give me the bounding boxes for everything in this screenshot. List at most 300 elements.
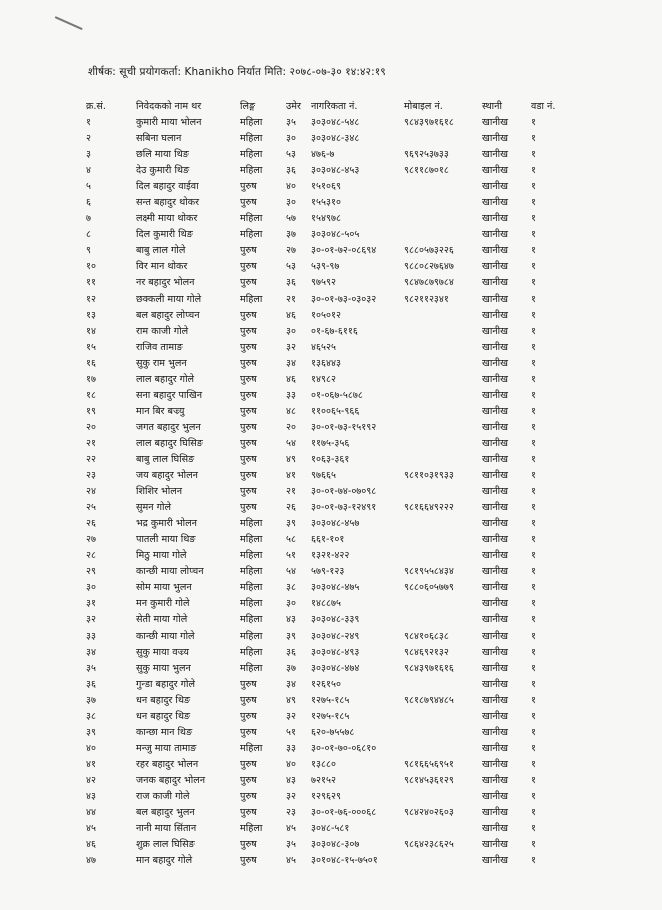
cell-name: सना बहादुर पाखिन <box>136 389 203 401</box>
cell-mobile <box>404 612 482 628</box>
pen-mark <box>55 16 83 30</box>
table-row <box>86 837 556 853</box>
table-row <box>86 853 556 869</box>
cell-name: बाबु लाल गोले <box>136 245 186 257</box>
cell-serial: २७ <box>86 534 96 546</box>
table-row <box>86 805 556 821</box>
cell-gender: पुरुष <box>240 341 257 353</box>
cell-local-level: खानीख <box>482 341 508 353</box>
cell-gender: पुरुष <box>240 486 257 498</box>
cell-serial: ३९ <box>86 726 96 738</box>
cell-gender: महिला <box>240 823 263 835</box>
cell-age: ५४ <box>286 566 296 578</box>
table-row <box>86 324 556 340</box>
cell-gender: पुरुष <box>240 389 257 401</box>
cell-ward: १ <box>531 774 536 786</box>
cell-name: सोम माया भुलन <box>136 582 192 594</box>
cell-citizenship: ३०-०१-७०-०६८१० <box>311 742 377 754</box>
table-header-row <box>86 98 556 115</box>
cell-serial: ६ <box>86 197 91 209</box>
cell-citizenship: ३०३०४८-३३९ <box>311 614 360 626</box>
cell-name: पातली माया थिङ <box>136 534 196 546</box>
cell-gender: पुरुष <box>240 421 257 433</box>
cell-mobile <box>404 452 482 468</box>
cell-age: ३० <box>286 598 296 610</box>
cell-mobile <box>404 404 482 420</box>
cell-gender: पुरुष <box>240 181 257 193</box>
table-row <box>86 789 556 805</box>
cell-ward: १ <box>531 710 536 722</box>
cell-gender: पुरुष <box>240 807 257 819</box>
cell-local-level: खानीख <box>482 839 508 851</box>
cell-ward: १ <box>531 758 536 770</box>
cell-local-level: खानीख <box>482 790 508 802</box>
cell-serial: २८ <box>86 550 96 562</box>
cell-citizenship: ११००६५-९६६ <box>311 405 360 417</box>
cell-name: नर बहादुर भोलन <box>136 277 195 289</box>
table-row <box>86 163 556 179</box>
table-row <box>86 612 556 628</box>
cell-gender: महिला <box>240 582 263 594</box>
table-row <box>86 308 556 324</box>
cell-ward: १ <box>531 309 536 321</box>
cell-age: ४३ <box>286 614 296 626</box>
cell-mobile <box>404 548 482 564</box>
cell-ward: १ <box>531 742 536 754</box>
cell-serial: ४७ <box>86 855 96 867</box>
cell-ward: १ <box>531 229 536 241</box>
cell-gender: महिला <box>240 133 263 145</box>
table-row <box>86 709 556 725</box>
cell-mobile <box>404 420 482 436</box>
cell-mobile <box>404 179 482 195</box>
cell-mobile: ९८११०३१९३३ <box>404 470 454 482</box>
cell-ward: १ <box>531 566 536 578</box>
cell-mobile: ९८४६९२१३२ <box>404 646 449 658</box>
cell-gender: पुरुष <box>240 710 257 722</box>
cell-citizenship: ५३९-९७ <box>311 261 340 273</box>
cell-citizenship: ३०१०४८-१५-७५०१ <box>311 855 378 867</box>
table-row <box>86 211 556 227</box>
table-row <box>86 757 556 773</box>
cell-local-level: खानीख <box>482 582 508 594</box>
cell-age: ५३ <box>286 261 296 273</box>
cell-citizenship: ३०४८-५८१ <box>311 823 350 835</box>
cell-name: राजिव तामाङ <box>136 341 183 353</box>
cell-age: ४३ <box>286 774 296 786</box>
cell-ward: १ <box>531 470 536 482</box>
cell-citizenship: १०६३-३६१ <box>311 453 350 465</box>
cell-serial: ३३ <box>86 630 96 642</box>
cell-age: ५३ <box>286 149 296 161</box>
cell-mobile: ९८६४२३८६२५ <box>404 839 454 851</box>
cell-local-level: खानीख <box>482 518 508 530</box>
cell-name: सुकु माया वज्र्य <box>136 646 189 658</box>
col-header-gender: लिङ्ग <box>240 101 256 112</box>
table-row <box>86 436 556 452</box>
cell-citizenship: १४९८२ <box>311 373 336 385</box>
cell-name: जनक बहादुर भोलन <box>136 774 206 786</box>
cell-citizenship: ३०-०१-७२-०८६९४ <box>311 245 377 257</box>
cell-age: ३२ <box>286 710 296 722</box>
cell-ward: १ <box>531 839 536 851</box>
cell-mobile <box>404 853 482 869</box>
table-row <box>86 115 556 131</box>
table-row <box>86 243 556 259</box>
cell-serial: १८ <box>86 389 96 401</box>
cell-local-level: खानीख <box>482 277 508 289</box>
cell-gender: पुरुष <box>240 373 257 385</box>
cell-ward: १ <box>531 807 536 819</box>
cell-mobile <box>404 340 482 356</box>
cell-local-level: खानीख <box>482 662 508 674</box>
cell-gender: पुरुष <box>240 502 257 514</box>
cell-mobile <box>404 195 482 211</box>
cell-ward: १ <box>531 694 536 706</box>
cell-serial: २९ <box>86 566 96 578</box>
cell-name: राम काजी गोले <box>136 325 189 337</box>
cell-serial: ४० <box>86 742 96 754</box>
cell-age: ४५ <box>286 855 296 867</box>
cell-serial: १४ <box>86 325 96 337</box>
cell-name: लाल बहादुर गोले <box>136 373 195 385</box>
cell-age: ४१ <box>286 470 296 482</box>
cell-mobile: ९८८०५७३२२६ <box>404 245 454 257</box>
cell-gender: महिला <box>240 742 263 754</box>
cell-ward: १ <box>531 550 536 562</box>
table-row <box>86 372 556 388</box>
cell-name: कान्छा मान थिङ <box>136 726 193 738</box>
cell-local-level: खानीख <box>482 774 508 786</box>
cell-mobile <box>404 709 482 725</box>
cell-ward: १ <box>531 678 536 690</box>
cell-serial: २६ <box>86 518 96 530</box>
cell-serial: ४६ <box>86 839 96 851</box>
cell-gender: पुरुष <box>240 694 257 706</box>
table-row <box>86 629 556 645</box>
cell-citizenship: ३०३०४८-४७५ <box>311 582 360 594</box>
table-row <box>86 420 556 436</box>
cell-ward: १ <box>531 453 536 465</box>
cell-age: ३९ <box>286 518 296 530</box>
cell-mobile: ९६९२५३७३३ <box>404 149 449 161</box>
cell-local-level: खानीख <box>482 470 508 482</box>
cell-citizenship: १५१०६९ <box>311 181 341 193</box>
cell-local-level: खानीख <box>482 389 508 401</box>
cell-citizenship: ३०-०१-७३-१५१९२ <box>311 421 377 433</box>
cell-age: ४० <box>286 181 296 193</box>
cell-serial: १ <box>86 117 91 128</box>
cell-ward: १ <box>531 662 536 674</box>
cell-age: ३३ <box>286 389 296 401</box>
cell-mobile: ९८४३९७१६१६ <box>404 662 454 674</box>
cell-gender: पुरुष <box>240 726 257 738</box>
cell-gender: महिला <box>240 614 263 626</box>
cell-age: ३० <box>286 197 296 209</box>
cell-serial: २४ <box>86 486 96 498</box>
cell-ward: १ <box>531 341 536 353</box>
cell-local-level: खानीख <box>482 726 508 738</box>
cell-local-level: खानीख <box>482 325 508 337</box>
table-row <box>86 532 556 548</box>
cell-local-level: खानीख <box>482 823 508 835</box>
cell-serial: ४३ <box>86 790 96 802</box>
cell-name: दिल कुमारी थिङ <box>136 229 193 241</box>
cell-citizenship: ३०३०४८-५४८ <box>311 117 360 128</box>
cell-serial: ८ <box>86 229 91 241</box>
cell-citizenship: ६६१-१०१ <box>311 534 345 546</box>
cell-name: विर मान थोकर <box>136 261 188 273</box>
applicant-table <box>86 98 556 869</box>
cell-ward: १ <box>531 534 536 546</box>
cell-name: लाल बहादुर घिसिङ <box>136 437 203 449</box>
cell-ward: १ <box>531 197 536 209</box>
cell-local-level: खानीख <box>482 357 508 369</box>
cell-mobile <box>404 436 482 452</box>
cell-local-level: खानीख <box>482 614 508 626</box>
cell-ward: १ <box>531 405 536 417</box>
cell-mobile: ९८४७८७९७८४ <box>404 277 454 289</box>
cell-mobile: ९८४३९७१६१८ <box>404 117 454 128</box>
cell-age: ३८ <box>286 582 296 594</box>
cell-mobile <box>404 596 482 612</box>
cell-serial: ४ <box>86 165 91 177</box>
cell-serial: ३८ <box>86 710 96 722</box>
cell-mobile <box>404 131 482 147</box>
cell-serial: ११ <box>86 277 96 289</box>
cell-mobile <box>404 677 482 693</box>
cell-ward: १ <box>531 117 536 128</box>
cell-citizenship: १५५३१० <box>311 197 341 209</box>
cell-citizenship: ३०-०१-७४-०७०९८ <box>311 486 377 498</box>
col-header-age: उमेर <box>286 101 301 112</box>
table-row <box>86 340 556 356</box>
cell-name: कुमारी माया भोलन <box>136 117 202 128</box>
cell-age: ३६ <box>286 165 296 177</box>
cell-name: सुमन गोले <box>136 502 171 514</box>
cell-ward: १ <box>531 614 536 626</box>
cell-local-level: खानीख <box>482 229 508 241</box>
cell-local-level: खानीख <box>482 437 508 449</box>
cell-ward: १ <box>531 598 536 610</box>
table-row <box>86 131 556 147</box>
cell-local-level: खानीख <box>482 405 508 417</box>
cell-local-level: खानीख <box>482 453 508 465</box>
table-row <box>86 468 556 484</box>
cell-ward: १ <box>531 518 536 530</box>
cell-local-level: खानीख <box>482 373 508 385</box>
cell-local-level: खानीख <box>482 309 508 321</box>
cell-gender: महिला <box>240 566 263 578</box>
cell-name: नानी माया सिंतान <box>136 823 197 835</box>
cell-age: ५८ <box>286 534 296 546</box>
document-title: शीर्षक: सूची प्रयोगकर्ता: Khanikho निर्यात मिति: २०७८-०७-३० १४:४२:१९ <box>88 66 386 78</box>
cell-citizenship: ९७६६५ <box>311 470 336 482</box>
table-row <box>86 147 556 163</box>
table-body <box>86 115 556 869</box>
table-row <box>86 227 556 243</box>
cell-ward: १ <box>531 486 536 498</box>
cell-local-level: खानीख <box>482 245 508 257</box>
table-row <box>86 564 556 580</box>
cell-name: धन बहादुर थिङ <box>136 710 191 722</box>
cell-age: ३७ <box>286 662 296 674</box>
cell-name: बाबु लाल घिसिङ <box>136 453 195 465</box>
cell-local-level: खानीख <box>482 630 508 642</box>
cell-local-level: खानीख <box>482 598 508 610</box>
cell-mobile: ९८१६६५६९५१ <box>404 758 454 770</box>
cell-mobile <box>404 725 482 741</box>
cell-local-level: खानीख <box>482 855 508 867</box>
cell-local-level: खानीख <box>482 197 508 209</box>
cell-mobile: ९८४१०६८३८ <box>404 630 449 642</box>
cell-ward: १ <box>531 373 536 385</box>
cell-name: जगत बहादुर भुलन <box>136 421 201 433</box>
col-header-serial: क्र.सं. <box>86 101 106 112</box>
table-row <box>86 500 556 516</box>
cell-age: २१ <box>286 486 296 498</box>
cell-mobile <box>404 741 482 757</box>
cell-gender: पुरुष <box>240 774 257 786</box>
cell-mobile: ९८२११२३४१ <box>404 293 449 305</box>
cell-local-level: खानीख <box>482 694 508 706</box>
cell-citizenship: ४७६-७ <box>311 149 335 161</box>
cell-mobile: ९८८०८२७६४७ <box>404 261 454 273</box>
cell-age: ४६ <box>286 309 296 321</box>
cell-gender: महिला <box>240 534 263 546</box>
cell-gender: महिला <box>240 229 263 241</box>
table-row <box>86 259 556 275</box>
cell-gender: महिला <box>240 149 263 161</box>
cell-citizenship: ३०-०१-७३-१२४९१ <box>311 502 377 514</box>
cell-local-level: खानीख <box>482 646 508 658</box>
table-row <box>86 821 556 837</box>
cell-gender: पुरुष <box>240 261 257 273</box>
table-row <box>86 195 556 211</box>
cell-ward: १ <box>531 261 536 273</box>
table-row <box>86 645 556 661</box>
cell-gender: महिला <box>240 662 263 674</box>
cell-citizenship: ३०-०१-७६-०००६८ <box>311 807 377 819</box>
cell-local-level: खानीख <box>482 758 508 770</box>
cell-name: मिठु माया गोले <box>136 550 187 562</box>
cell-name: मन कुमारी गोले <box>136 598 190 610</box>
cell-name: कान्छी माया गोले <box>136 630 195 642</box>
cell-age: ५४ <box>286 437 296 449</box>
cell-mobile: ९८१४५३६१२९ <box>404 774 454 786</box>
cell-citizenship: ११७५-३५६ <box>311 437 350 449</box>
cell-citizenship: १३६४४३ <box>311 357 341 369</box>
cell-serial: ७ <box>86 213 91 225</box>
cell-citizenship: १२९६२९ <box>311 790 341 802</box>
cell-citizenship: १३२१-४२२ <box>311 550 350 562</box>
cell-serial: १५ <box>86 341 96 353</box>
table-row <box>86 388 556 404</box>
cell-ward: १ <box>531 149 536 161</box>
cell-serial: ४१ <box>86 758 96 770</box>
col-header-citizenship: नागरिकता नं. <box>311 101 358 112</box>
cell-age: ४८ <box>286 405 296 417</box>
cell-serial: ३१ <box>86 598 96 610</box>
cell-name: रहर बहादुर भोलन <box>136 758 199 770</box>
cell-name: सेती माया गोले <box>136 614 188 626</box>
cell-serial: २० <box>86 421 96 433</box>
cell-serial: ४४ <box>86 807 96 819</box>
cell-ward: १ <box>531 726 536 738</box>
cell-age: २७ <box>286 245 296 257</box>
table-row <box>86 275 556 291</box>
cell-name: गुन्डा बहादुर गोले <box>136 678 196 690</box>
cell-ward: १ <box>531 437 536 449</box>
cell-serial: ३ <box>86 149 91 161</box>
cell-name: बल बहादुर लोप्चन <box>136 309 200 321</box>
cell-local-level: खानीख <box>482 678 508 690</box>
cell-ward: १ <box>531 165 536 177</box>
cell-gender: पुरुष <box>240 855 257 867</box>
table-row <box>86 773 556 789</box>
table-row <box>86 516 556 532</box>
cell-citizenship: ०१-६७-६११६ <box>311 325 358 337</box>
cell-ward: १ <box>531 181 536 193</box>
cell-name: कान्छी माया लोप्चन <box>136 566 204 578</box>
cell-serial: ४२ <box>86 774 96 786</box>
col-header-ward: वडा नं. <box>531 101 556 112</box>
cell-age: ४९ <box>286 694 296 706</box>
cell-citizenship: ५७९-१२३ <box>311 566 345 578</box>
cell-serial: ९ <box>86 245 91 257</box>
col-header-local-level: स्थानी <box>482 101 502 112</box>
table-row <box>86 292 556 308</box>
cell-gender: महिला <box>240 165 263 177</box>
cell-ward: १ <box>531 855 536 867</box>
cell-ward: १ <box>531 646 536 658</box>
cell-age: ४५ <box>286 823 296 835</box>
cell-age: ३५ <box>286 117 296 128</box>
cell-serial: १७ <box>86 373 96 385</box>
cell-age: ३५ <box>286 839 296 851</box>
cell-name: बल बहादुर भुलन <box>136 807 195 819</box>
cell-local-level: खानीख <box>482 117 508 128</box>
cell-citizenship: ३०३०४८-४९३ <box>311 646 360 658</box>
cell-gender: पुरुष <box>240 839 257 851</box>
cell-serial: १२ <box>86 293 96 305</box>
cell-local-level: खानीख <box>482 710 508 722</box>
cell-mobile: ९८४२४०२६०३ <box>404 807 454 819</box>
cell-ward: १ <box>531 277 536 289</box>
cell-citizenship: ७२१५२ <box>311 774 336 786</box>
cell-ward: १ <box>531 133 536 145</box>
cell-local-level: खानीख <box>482 261 508 273</box>
table-row <box>86 580 556 596</box>
cell-name: सुकु माया भुलन <box>136 662 191 674</box>
cell-local-level: खानीख <box>482 534 508 546</box>
col-header-mobile: मोबाइल नं. <box>404 101 443 112</box>
cell-name: शुक्र लाल घिसिङ <box>136 839 195 851</box>
cell-serial: १९ <box>86 405 96 417</box>
cell-local-level: खानीख <box>482 149 508 161</box>
cell-age: ३६ <box>286 646 296 658</box>
cell-age: २३ <box>286 807 296 819</box>
cell-mobile <box>404 211 482 227</box>
cell-name: मन्जु माया तामाङ <box>136 742 197 754</box>
cell-name: राज काजी गोले <box>136 790 190 802</box>
cell-local-level: खानीख <box>482 213 508 225</box>
cell-citizenship: ३०३०४८-४५७ <box>311 518 360 530</box>
cell-name: धन बहादुर थिङ <box>136 694 191 706</box>
cell-age: ३४ <box>286 678 296 690</box>
cell-citizenship: १३८८० <box>311 758 336 770</box>
cell-age: २१ <box>286 293 296 305</box>
